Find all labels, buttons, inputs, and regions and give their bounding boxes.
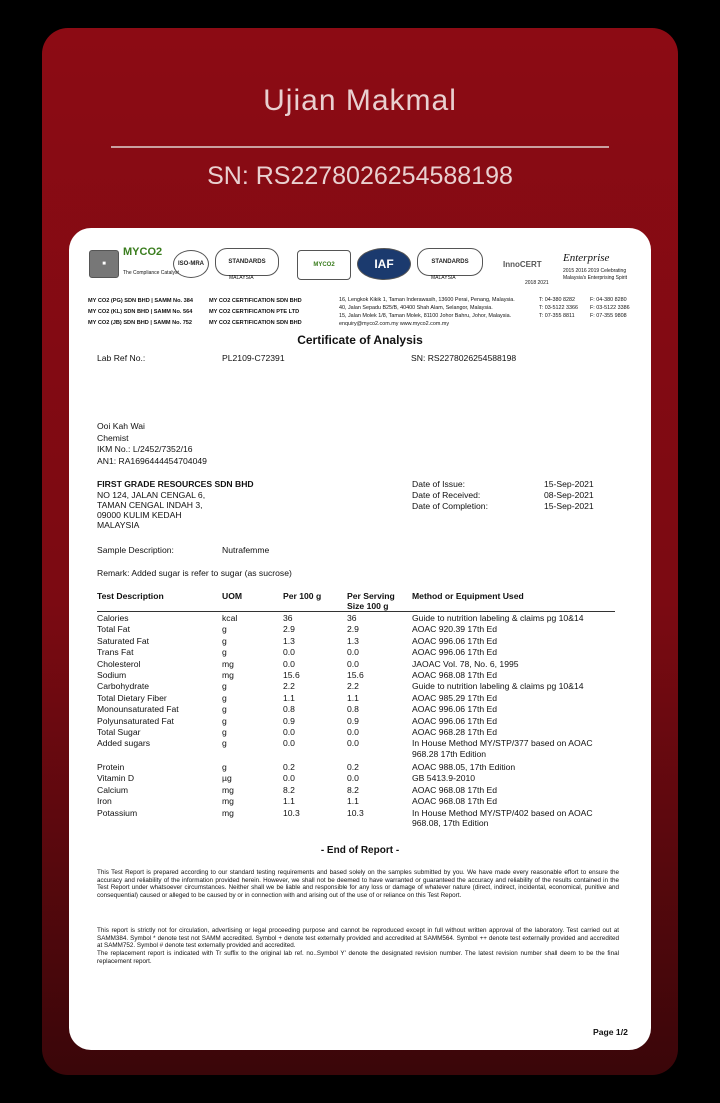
cell-per-100g: 0.0 xyxy=(283,727,295,737)
cell-per-100g: 0.0 xyxy=(283,658,295,669)
chemist-block xyxy=(97,421,207,467)
address-line: 40, Jalan Sepadu B25/B, 40400 Shah Alam, Selangor, Malaysia. xyxy=(339,305,493,311)
cell-uom: g xyxy=(222,738,227,749)
cell-per-serving: 2.9 xyxy=(347,624,359,635)
standards-sub-2: MALAYSIA xyxy=(431,275,456,281)
cell-test: Carbohydrate xyxy=(97,681,150,692)
document-heading: Certificate of Analysis xyxy=(297,333,423,347)
cell-test: Sodium xyxy=(97,670,127,680)
client-address xyxy=(97,490,205,530)
certificate-document xyxy=(69,228,651,1050)
cell-test: Trans Fat xyxy=(97,647,134,658)
cell-per-100g: 15.6 xyxy=(283,670,300,680)
cell-per-serving: 0.0 xyxy=(347,738,359,749)
col-per-serving-line1: Per Serving xyxy=(347,591,395,601)
cell-per-serving: 8.2 xyxy=(347,784,359,795)
innocert-logo: InnoCERT xyxy=(503,260,542,269)
cell-test: Vitamin D xyxy=(97,773,135,784)
cell-test: Total Sugar xyxy=(97,727,141,737)
myco2-tagline: The Compliance Catalyst xyxy=(123,270,179,276)
address-list xyxy=(339,296,515,328)
cell-per-100g: 1.3 xyxy=(283,635,295,646)
disclaimer-1: This Test Report is prepared according to our standard testing requirements and based solely on the samples submitted by you. We have made every reasonable effort to ensure the accuracy and reliability of the information provided herein. However, we shall not be deemed to have warranted or guaranteed the accuracy and reliability of the results contained in the Test Report under whatsoever circumstances. Neither shall we be liable and responsible for any loss or damage of whatever nature (direct, indirect, incidental, economical, punitive and consequential) caused or alleged to be caused by or in connection with and arising out of the use of or reliance on this Test Report. xyxy=(97,869,619,899)
fax-line: F: 07-355 9808 xyxy=(590,313,627,319)
company-list xyxy=(88,296,193,329)
cell-per-serving: 0.2 xyxy=(347,761,359,772)
cell-per-100g: 2.9 xyxy=(283,624,295,635)
cell-method: GB 5413.9-2010 xyxy=(412,773,476,784)
cell-per-serving: 1.1 xyxy=(347,692,359,703)
cell-uom: g xyxy=(222,727,227,737)
cert-company-line: MY CO2 CERTIFICATION SDN BHD xyxy=(209,298,302,304)
cell-test: Monounsaturated Fat xyxy=(97,704,179,715)
cell-per-serving: 0.0 xyxy=(347,727,359,737)
cell-uom: kcal xyxy=(222,613,238,623)
cell-per-100g: 0.9 xyxy=(283,715,295,726)
address-line: 15, Jalan Molek 1/8, Taman Molek, 81100 Johor Bahru, Johor, Malaysia. xyxy=(339,313,512,319)
cell-test: Polyunsaturated Fat xyxy=(97,715,174,726)
cell-method: Guide to nutrition labeling & claims pg 10&14 xyxy=(412,613,584,623)
innocert-years: 2018 2021 xyxy=(525,280,549,286)
page-title: Ujian Makmal xyxy=(263,84,457,117)
cell-test: Calories xyxy=(97,613,129,623)
date-label: Date of Received: xyxy=(412,490,481,500)
cell-test: Calcium xyxy=(97,784,129,795)
cell-method: AOAC 988.05, 17th Edition xyxy=(412,761,516,772)
col-uom: UOM xyxy=(222,591,243,601)
cell-method-cont: 968.28 17th Edition xyxy=(412,748,487,759)
cell-method: AOAC 996.06 17th Ed xyxy=(412,647,498,658)
cell-test: Iron xyxy=(97,796,112,807)
cell-per-100g: 1.1 xyxy=(283,692,295,703)
date-value: 15-Sep-2021 xyxy=(544,501,594,511)
cell-per-serving: 0.0 xyxy=(347,773,359,784)
cell-uom: g xyxy=(222,624,227,635)
enterprise-sub: 2015 2016 2019 Celebrating Malaysia's Enterprising Spirit xyxy=(563,268,628,281)
end-of-report: - End of Report - xyxy=(320,845,400,856)
cell-method: AOAC 996.06 17th Ed xyxy=(412,635,498,646)
cell-uom: mg xyxy=(222,796,234,807)
date-label: Date of Issue: xyxy=(412,479,466,489)
cell-method: AOAC 996.06 17th Ed xyxy=(412,715,498,726)
cell-method: Guide to nutrition labeling & claims pg 10&14 xyxy=(412,681,584,692)
cube-logo-icon: ■ xyxy=(89,250,119,278)
sample-label: Sample Description: xyxy=(97,545,174,555)
myco2-logo: MYCO2 xyxy=(123,246,163,258)
phone-line: T: 03-5122 3366 xyxy=(539,305,578,311)
cell-per-serving: 0.0 xyxy=(347,647,359,658)
company-line: MY CO2 (KL) SDN BHD | SAMM No. 564 xyxy=(88,309,193,315)
standards-logo-2: STANDARDS xyxy=(417,248,483,276)
col-method: Method or Equipment Used xyxy=(412,591,524,601)
cell-per-serving: 0.9 xyxy=(347,715,359,726)
phone-line: T: 04-380 8282 xyxy=(539,297,575,303)
cell-uom: g xyxy=(222,704,227,715)
cell-uom: mg xyxy=(222,807,234,818)
date-value: 08-Sep-2021 xyxy=(544,490,594,500)
cell-per-serving: 10.3 xyxy=(347,807,364,818)
cell-per-serving: 0.0 xyxy=(347,658,359,669)
standards-logo-1: STANDARDS xyxy=(215,248,279,276)
client-name: FIRST GRADE RESOURCES SDN BHD xyxy=(97,479,254,489)
date-values xyxy=(544,479,594,512)
cell-per-serving: 36 xyxy=(347,613,357,623)
cell-uom: g xyxy=(222,715,227,726)
cell-uom: mg xyxy=(222,784,234,795)
cell-test: Total Dietary Fiber xyxy=(97,692,167,703)
cell-per-100g: 0.8 xyxy=(283,704,295,715)
phone-line: T: 07-355 8811 xyxy=(539,313,575,319)
company-line: MY CO2 (JB) SDN BHD | SAMM No. 752 xyxy=(88,320,193,326)
doc-serial-number: SN: RS2278026254588198 xyxy=(411,353,517,363)
title-divider xyxy=(111,146,609,148)
lab-ref-label: Lab Ref No.: xyxy=(97,353,146,363)
cell-per-100g: 0.2 xyxy=(283,761,295,772)
cell-uom: g xyxy=(222,635,227,646)
chemist-an1: AN1: RA1696444454704049 xyxy=(97,455,207,466)
company-line: MY CO2 (PG) SDN BHD | SAMM No. 384 xyxy=(88,298,193,304)
cell-uom: mg xyxy=(222,658,234,669)
cell-method: AOAC 968.08 17th Ed xyxy=(412,796,498,807)
sample-value: Nutrafemme xyxy=(222,545,270,555)
cell-per-serving: 0.8 xyxy=(347,704,359,715)
cell-method: AOAC 985.29 17th Ed xyxy=(412,692,498,703)
cell-method: AOAC 968.08 17th Ed xyxy=(412,670,498,680)
cell-method-cont: 968.08, 17th Edition xyxy=(412,818,489,828)
date-label: Date of Completion: xyxy=(412,501,488,511)
col-per-100g: Per 100 g xyxy=(283,591,322,601)
cell-per-100g: 0.0 xyxy=(283,738,295,749)
fax-line: F: 04-380 8280 xyxy=(590,297,627,303)
page-number: Page 1/2 xyxy=(593,1027,628,1037)
cell-test: Total Fat xyxy=(97,624,130,635)
cell-uom: mg xyxy=(222,670,234,680)
remark: Remark: Added sugar is refer to sugar (as sucrose) xyxy=(97,568,292,578)
cell-method: AOAC 968.28 17th Ed xyxy=(412,727,498,737)
cell-test: Potassium xyxy=(97,807,138,818)
standards-sub-1: MALAYSIA xyxy=(229,275,254,281)
cell-test: Added sugars xyxy=(97,738,151,749)
cell-per-100g: 0.0 xyxy=(283,647,295,658)
cell-method: AOAC 996.06 17th Ed xyxy=(412,704,498,715)
date-value: 15-Sep-2021 xyxy=(544,479,594,489)
address-line: 16, Lengkok Kikik 1, Taman Inderawasih, 13600 Perai, Penang, Malaysia. xyxy=(339,297,515,303)
disclaimer-3: The replacement report is indicated with Tr suffix to the original lab ref. no..Symbol Y' denote the designated revision number. The latest revision number shall deem to be the final replacement report. xyxy=(97,950,619,965)
serial-number: SN: RS2278026254588198 xyxy=(207,162,513,190)
address-line: NO 124, JALAN CENGAL 6, xyxy=(97,490,206,500)
cell-per-100g: 36 xyxy=(283,613,293,623)
cell-per-100g: 10.3 xyxy=(283,807,300,818)
cell-method: JAOAC Vol. 78, No. 6, 1995 xyxy=(412,658,519,669)
cell-per-100g: 1.1 xyxy=(283,796,295,807)
address-line: TAMAN CENGAL INDAH 3, xyxy=(97,500,203,510)
cell-per-serving: 1.3 xyxy=(347,635,359,646)
cell-test: Cholesterol xyxy=(97,658,141,669)
cert-company-line: MY CO2 CERTIFICATION PTE LTD xyxy=(209,309,300,315)
cell-test: Protein xyxy=(97,761,125,772)
fax-line: F: 03-5122 3386 xyxy=(590,305,630,311)
cell-per-serving: 15.6 xyxy=(347,670,364,680)
cell-uom: g xyxy=(222,761,227,772)
chemist-title: Chemist xyxy=(97,432,129,443)
date-labels xyxy=(412,479,488,512)
cell-per-serving: 2.2 xyxy=(347,681,359,692)
col-per-serving-line2: Size 100 g xyxy=(347,601,389,611)
fax-list xyxy=(590,296,630,320)
web-contact: enquiry@myco2.com.my www.myco2.com.my xyxy=(339,321,450,327)
cell-per-100g: 0.0 xyxy=(283,773,295,784)
address-line: 09000 KULIM KEDAH xyxy=(97,510,182,520)
cell-test: Saturated Fat xyxy=(97,635,150,646)
cell-method: In House Method MY/STP/377 based on AOAC xyxy=(412,738,593,749)
cell-uom: g xyxy=(222,647,227,658)
col-test-description: Test Description xyxy=(97,591,164,601)
iso-mra-logo: ISO-MRA xyxy=(173,250,209,278)
cert-company-list xyxy=(209,296,302,329)
cell-uom: g xyxy=(222,681,227,692)
cell-uom: g xyxy=(222,692,227,703)
enterprise-logo: Enterprise xyxy=(563,252,610,264)
cell-uom: µg xyxy=(222,773,232,784)
cell-per-100g: 8.2 xyxy=(283,784,295,795)
iaf-logo: IAF xyxy=(357,248,411,280)
cell-method: In House Method MY/STP/402 based on AOAC xyxy=(412,807,593,818)
cell-per-100g: 2.2 xyxy=(283,681,295,692)
myco2-cert-logo: MYCO2 xyxy=(297,250,351,280)
disclaimer-2: This report is strictly not for circulation, advertising or legal proceeding purpose and cannot be reproduced except in full without written approval of the laboratory. Test carried out at SAMM384. Symbol * denote test not SAMM accredited. Symbol + denote test externally provided and accredited at SAMM564. Symbol ++ denote test externally provided and accredited at SAMM752. Symbol # denote test externally provided and accredited. xyxy=(97,927,619,950)
address-line: MALAYSIA xyxy=(97,520,140,530)
cell-method: AOAC 968.08 17th Ed xyxy=(412,784,498,795)
col-per-serving xyxy=(347,591,395,611)
chemist-name: Ooi Kah Wai xyxy=(97,421,145,431)
lab-ref-value: PL2109-C72391 xyxy=(222,353,285,363)
table-header-divider xyxy=(97,611,615,612)
chemist-ikm: IKM No.: L/2452/7352/16 xyxy=(97,444,193,454)
cell-per-serving: 1.1 xyxy=(347,796,359,807)
phone-list xyxy=(539,296,578,320)
cell-method: AOAC 920.39 17th Ed xyxy=(412,624,498,635)
cert-company-line: MY CO2 CERTIFICATION SDN BHD xyxy=(209,320,302,326)
